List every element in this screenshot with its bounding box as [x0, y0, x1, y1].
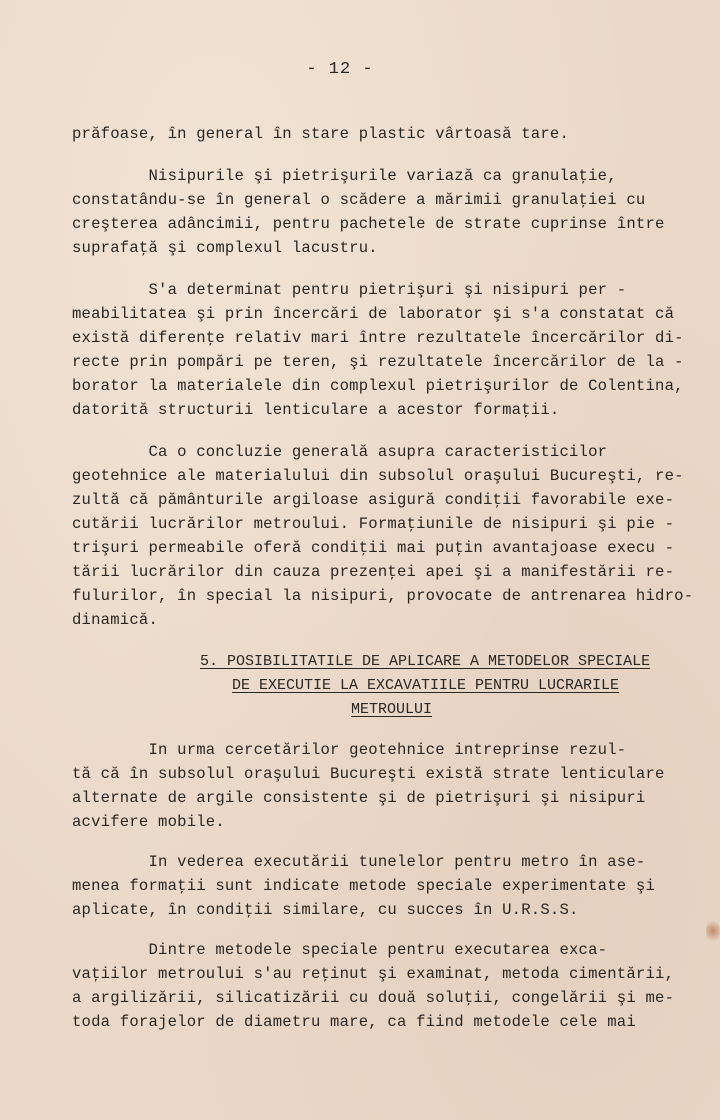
text-line: prăfoase, în general în stare plastic vârtoasă tare.: [72, 125, 570, 143]
page-number: - 12 -: [306, 60, 374, 79]
text-line: vaţiilor metroului s'au reţinut şi examinat, metoda cimentării,: [72, 965, 675, 983]
text-line: a argilizării, silicatizării cu două soluţii, congelării şi me-: [72, 989, 675, 1007]
text-line: In urma cercetărilor geotehnice intreprinse rezul-: [72, 741, 627, 759]
text-line: tă că în subsolul oraşului Bucureşti există strate lenticulare: [72, 765, 665, 783]
text-line: cutării lucrărilor metroului. Formaţiunile de nisipuri şi pie -: [72, 515, 675, 533]
text-line: geotehnice ale materialului din subsolul oraşului Bucureşti, re-: [72, 467, 684, 485]
section-heading: 5. POSIBILITATILE DE APLICARE A METODELOR SPECIALE: [200, 653, 651, 670]
paper-stain: [706, 918, 720, 944]
text-line: zultă că pământurile argiloase asigură condiţii favorabile exe-: [72, 491, 675, 509]
text-line: alternate de argile consistente şi de pietrişuri şi nisipuri: [72, 789, 646, 807]
text-line: constatându-se în general o scădere a mărimii granulaţiei cu: [72, 191, 646, 209]
text-line: Nisipurile şi pietrişurile variază ca granulaţie,: [72, 167, 617, 185]
text-line: Dintre metodele speciale pentru executarea exca-: [72, 941, 608, 959]
text-line: acvifere mobile.: [72, 813, 225, 831]
text-line: toda forajelor de diametru mare, ca fiind metodele cele mai: [72, 1013, 636, 1031]
text-line: S'a determinat pentru pietrişuri şi nisipuri per -: [72, 281, 627, 299]
text-line: aplicate, în condiţii similare, cu succes în U.R.S.S.: [72, 901, 579, 919]
text-line: tării lucrărilor din cauza prezenţei apei şi a manifestării re-: [72, 563, 675, 581]
text-line: creşterea adâncimii, pentru pachetele de strate cuprinse între: [72, 215, 665, 233]
text-line: există diferenţe relativ mari între rezultatele încercărilor di-: [72, 329, 684, 347]
text-line: Ca o concluzie generală asupra caracteristicilor: [72, 443, 608, 461]
text-line: suprafaţă şi complexul lacustru.: [72, 239, 378, 257]
text-line: In vederea executării tunelelor pentru metro în ase-: [72, 853, 646, 871]
text-line: menea formaţii sunt indicate metode speciale experimentate şi: [72, 877, 656, 895]
text-line: recte prin pompări pe teren, şi rezultatele încercărilor de la -: [72, 353, 684, 371]
text-line: fulurilor, în special la nisipuri, provocate de antrenarea hidro-: [72, 587, 694, 605]
text-line: borator la materialele din complexul pietrişurilor de Colentina,: [72, 377, 684, 395]
text-line: datorită structurii lenticulare a acestor formaţii.: [72, 401, 560, 419]
text-line: dinamică.: [72, 611, 159, 629]
text-line: trişuri permeabile oferă condiţii mai puţin avantajoase execu -: [72, 539, 675, 557]
section-heading: DE EXECUTIE LA EXCAVATIILE PENTRU LUCRARILE: [232, 677, 620, 694]
section-heading: METROULUI: [351, 701, 433, 718]
text-line: meabilitatea şi prin încercări de laborator şi s'a constatat că: [72, 305, 675, 323]
